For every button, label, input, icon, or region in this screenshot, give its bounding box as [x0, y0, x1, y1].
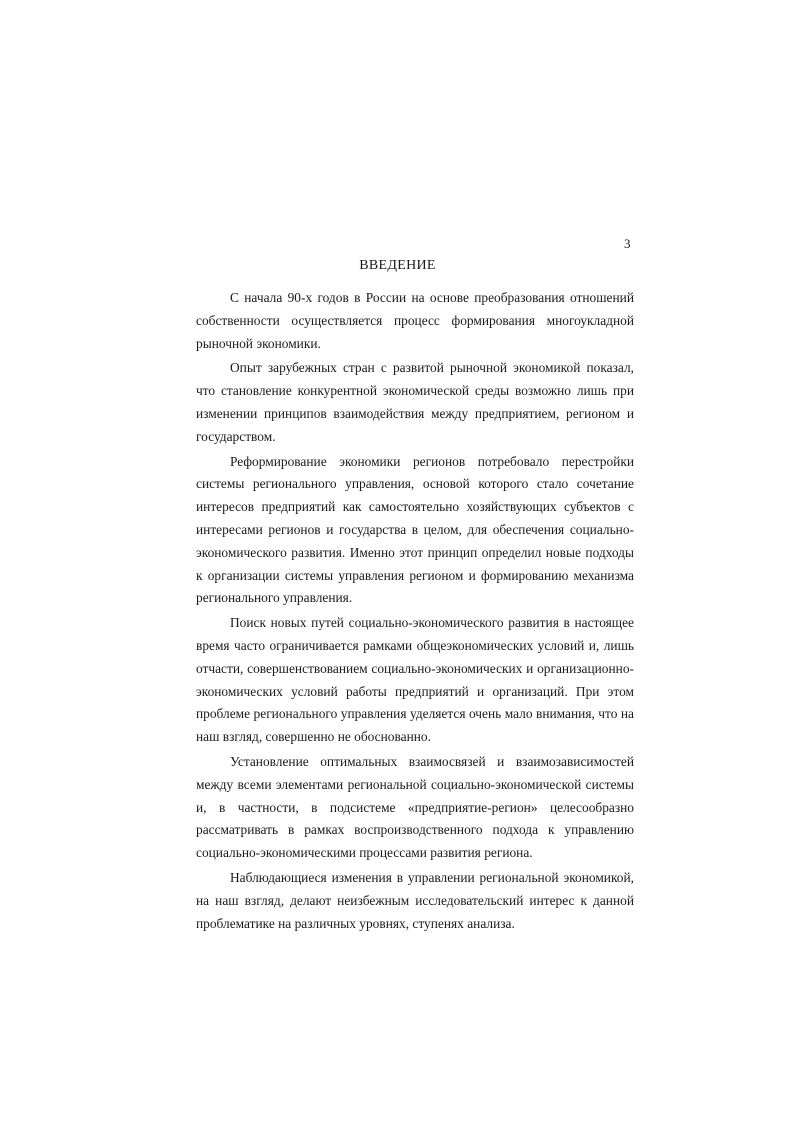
paragraph-3: Реформирование экономики регионов потребовало перестройки системы регионального управления, основой которого стало сочетание интересов предприятий как самостоятельно хозяйствующих субъектов с интересами регионов и государства в целом, для обеспечения социально-экономического развития. Именно этот принцип определил новые подходы к организации системы управления регионом и формированию механизма регионального управления. — [196, 453, 634, 606]
paragraph-4: Поиск новых путей социально-экономического развития в настоящее время часто ограничивается рамками общеэкономических условий и, лишь отчасти, совершенствованием социально-экономических и организационно-экономических условий работы предприятий и организаций. При этом проблеме регионального управления уделяется очень мало внимания, что на наш взгляд, совершенно не обоснованно. — [196, 615, 634, 745]
paragraph-2: Опыт зарубежных стран с развитой рыночной экономикой показал, что становление конкурентной экономической среды возможно лишь при изменении принципов взаимодействия между предприятием, регионом и государством. — [196, 360, 634, 444]
paragraph-6: Наблюдающиеся изменения в управлении региональной экономикой, на наш взгляд, делают неизбежным исследовательский интерес к данной проблематике на различных уровнях, ступенях анализа. — [196, 869, 634, 931]
paragraph-5: Установление оптимальных взаимосвязей и взаимозависимостей между всеми элементами региональной социально-экономической системы и, в частности, в подсистеме «предприятие-регион» целесообразно рассматривать в рамках воспроизводственного подхода к управлению социально-экономическими процессами развития региона. — [196, 753, 634, 861]
page-title: ВВЕДЕНИЕ — [359, 258, 436, 273]
document-body — [196, 287, 634, 937]
page-number: 3 — [624, 236, 631, 251]
paragraph-1: С начала 90-х годов в России на основе преобразования отношений собственности осуществляется процесс формирования многоукладной рыночной экономики. — [196, 290, 634, 351]
